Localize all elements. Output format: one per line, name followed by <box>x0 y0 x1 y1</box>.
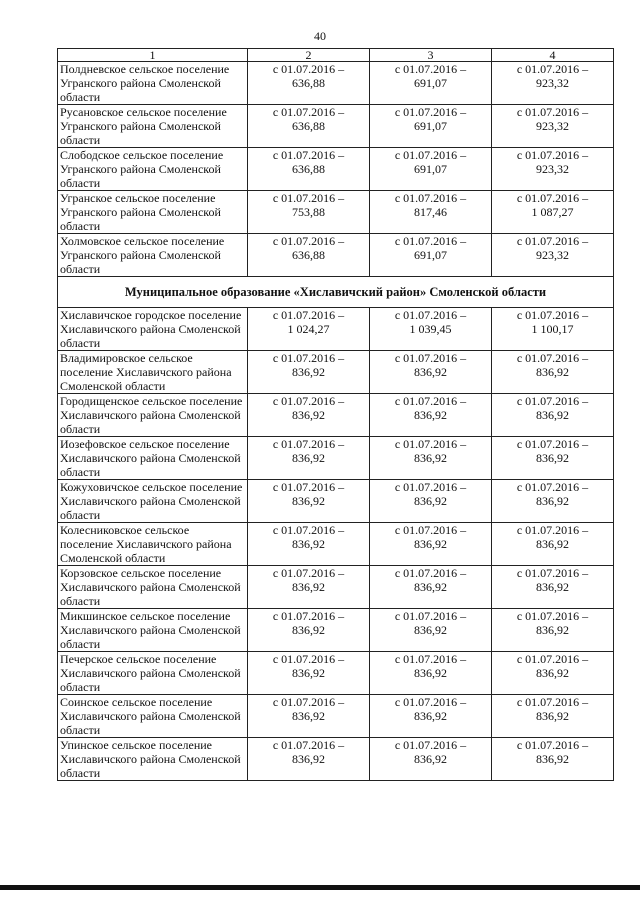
tariff-period: с 01.07.2016 – <box>394 234 467 248</box>
tariff-period: с 01.07.2016 – <box>394 695 467 709</box>
settlement-name: Владимировское сельское поселение Хиславичского района Смоленской области <box>58 351 248 394</box>
table-row <box>58 234 614 277</box>
tariff-amount: 836,92 <box>292 623 325 637</box>
tariff-period: с 01.07.2016 – <box>272 566 345 580</box>
tariff-amount: 836,92 <box>414 451 447 465</box>
tariff-amount: 836,92 <box>292 451 325 465</box>
tariff-amount: 817,46 <box>414 205 447 219</box>
tariff-cell-col3 <box>370 62 492 105</box>
settlement-name: Городищенское сельское поселение Хиславичского района Смоленской области <box>58 394 248 437</box>
tariff-period: с 01.07.2016 – <box>272 394 345 408</box>
tariff-period: с 01.07.2016 – <box>272 62 345 76</box>
tariff-period: с 01.07.2016 – <box>394 609 467 623</box>
tariff-amount: 836,92 <box>536 666 569 680</box>
tariff-cell-col2 <box>248 437 370 480</box>
settlement-name: Соинское сельское поселение Хиславичского района Смоленской области <box>58 695 248 738</box>
tariff-period: с 01.07.2016 – <box>516 351 589 365</box>
tariff-amount: 836,92 <box>414 623 447 637</box>
tariff-cell-col3 <box>370 394 492 437</box>
tariff-cell-col4 <box>492 62 614 105</box>
tariff-amount: 923,32 <box>536 119 569 133</box>
tariff-cell-col2 <box>248 609 370 652</box>
tariff-cell-col2 <box>248 652 370 695</box>
tariff-period: с 01.07.2016 – <box>272 308 345 322</box>
tariff-amount: 836,92 <box>536 365 569 379</box>
tariff-period: с 01.07.2016 – <box>272 351 345 365</box>
tariff-cell-col3 <box>370 609 492 652</box>
tariff-cell-col4 <box>492 351 614 394</box>
tariff-period: с 01.07.2016 – <box>516 480 589 494</box>
tariff-period: с 01.07.2016 – <box>272 148 345 162</box>
tariff-amount: 636,88 <box>292 76 325 90</box>
tariff-period: с 01.07.2016 – <box>516 652 589 666</box>
table-row <box>58 62 614 105</box>
tariff-cell-col4 <box>492 234 614 277</box>
tariff-amount: 836,92 <box>292 365 325 379</box>
table-row <box>58 105 614 148</box>
tariff-period: с 01.07.2016 – <box>516 609 589 623</box>
settlement-name: Холмовское сельское поселение Угранского района Смоленской области <box>58 234 248 277</box>
tariff-amount: 691,07 <box>414 119 447 133</box>
tariff-cell-col2 <box>248 480 370 523</box>
tariff-cell-col4 <box>492 394 614 437</box>
tariff-period: с 01.07.2016 – <box>272 652 345 666</box>
tariff-period: с 01.07.2016 – <box>516 105 589 119</box>
section-heading: Муниципальное образование «Хиславичский район» Смоленской области <box>58 277 614 308</box>
settlement-name: Корзовское сельское поселение Хиславичского района Смоленской области <box>58 566 248 609</box>
tariff-cell-col4 <box>492 738 614 781</box>
table-row <box>58 695 614 738</box>
tariff-period: с 01.07.2016 – <box>516 695 589 709</box>
tariff-amount: 1 100,17 <box>531 322 574 336</box>
table-header-row <box>58 49 614 62</box>
tariff-cell-col3 <box>370 105 492 148</box>
tariff-period: с 01.07.2016 – <box>516 191 589 205</box>
settlement-name: Упинское сельское поселение Хиславичского района Смоленской области <box>58 738 248 781</box>
tariff-period: с 01.07.2016 – <box>394 566 467 580</box>
tariff-cell-col4 <box>492 191 614 234</box>
tariff-period: с 01.07.2016 – <box>272 523 345 537</box>
settlement-name: Колесниковское сельское поселение Хиславичского района Смоленской области <box>58 523 248 566</box>
tariff-cell-col3 <box>370 234 492 277</box>
tariff-period: с 01.07.2016 – <box>394 105 467 119</box>
bottom-rule <box>0 885 640 890</box>
tariff-period: с 01.07.2016 – <box>394 148 467 162</box>
table-row <box>58 652 614 695</box>
tariff-amount: 836,92 <box>292 408 325 422</box>
tariff-amount: 836,92 <box>536 494 569 508</box>
table-row <box>58 566 614 609</box>
settlement-name: Угранское сельское поселение Угранского района Смоленской области <box>58 191 248 234</box>
tariff-amount: 836,92 <box>292 494 325 508</box>
table-row <box>58 480 614 523</box>
tariff-amount: 836,92 <box>536 537 569 551</box>
tariff-amount: 1 024,27 <box>287 322 330 336</box>
tariff-period: с 01.07.2016 – <box>516 148 589 162</box>
settlement-name: Хиславичское городское поселение Хиславичского района Смоленской области <box>58 308 248 351</box>
tariff-period: с 01.07.2016 – <box>516 738 589 752</box>
tariff-amount: 836,92 <box>536 752 569 766</box>
tariff-amount: 923,32 <box>536 162 569 176</box>
tariff-period: с 01.07.2016 – <box>516 394 589 408</box>
tariff-period: с 01.07.2016 – <box>272 437 345 451</box>
tariff-period: с 01.07.2016 – <box>516 437 589 451</box>
column-number-2: 2 <box>248 49 370 62</box>
settlement-name: Печерское сельское поселение Хиславичского района Смоленской области <box>58 652 248 695</box>
tariff-cell-col3 <box>370 148 492 191</box>
settlement-name: Кожуховичское сельское поселение Хиславичского района Смоленской области <box>58 480 248 523</box>
tariff-amount: 836,92 <box>414 709 447 723</box>
tariff-amount: 836,92 <box>536 408 569 422</box>
tariff-period: с 01.07.2016 – <box>394 738 467 752</box>
tariff-cell-col3 <box>370 695 492 738</box>
table-row <box>58 609 614 652</box>
tariff-amount: 836,92 <box>536 623 569 637</box>
settlement-name: Иозефовское сельское поселение Хиславичского района Смоленской области <box>58 437 248 480</box>
tariff-cell-col2 <box>248 523 370 566</box>
tariff-cell-col3 <box>370 652 492 695</box>
tariff-period: с 01.07.2016 – <box>272 191 345 205</box>
tariff-amount: 636,88 <box>292 162 325 176</box>
tariff-cell-col4 <box>492 695 614 738</box>
tariff-amount: 836,92 <box>292 666 325 680</box>
tariff-cell-col4 <box>492 652 614 695</box>
tariff-amount: 836,92 <box>292 580 325 594</box>
tariff-cell-col2 <box>248 351 370 394</box>
column-number-4: 4 <box>492 49 614 62</box>
column-number-1: 1 <box>58 49 248 62</box>
table-row <box>58 308 614 351</box>
tariff-cell-col2 <box>248 695 370 738</box>
tariff-period: с 01.07.2016 – <box>272 738 345 752</box>
tariff-cell-col3 <box>370 351 492 394</box>
tariff-amount: 836,92 <box>414 752 447 766</box>
table-row <box>58 738 614 781</box>
tariff-period: с 01.07.2016 – <box>394 437 467 451</box>
table-row <box>58 523 614 566</box>
tariff-amount: 836,92 <box>536 451 569 465</box>
tariff-amount: 836,92 <box>414 408 447 422</box>
tariff-amount: 923,32 <box>536 248 569 262</box>
tariff-cell-col2 <box>248 566 370 609</box>
settlement-name: Микшинское сельское поселение Хиславичского района Смоленской области <box>58 609 248 652</box>
tariff-amount: 836,92 <box>292 752 325 766</box>
tariff-amount: 1 039,45 <box>409 322 452 336</box>
tariff-period: с 01.07.2016 – <box>272 609 345 623</box>
tariff-amount: 836,92 <box>414 537 447 551</box>
tariff-period: с 01.07.2016 – <box>516 62 589 76</box>
tariff-period: с 01.07.2016 – <box>394 62 467 76</box>
tariff-cell-col4 <box>492 308 614 351</box>
tariff-cell-col4 <box>492 609 614 652</box>
tariff-cell-col3 <box>370 437 492 480</box>
section-heading-row <box>58 277 614 308</box>
tariff-amount: 923,32 <box>536 76 569 90</box>
table-row <box>58 437 614 480</box>
tariff-amount: 836,92 <box>536 709 569 723</box>
tariff-period: с 01.07.2016 – <box>516 523 589 537</box>
tariff-cell-col2 <box>248 105 370 148</box>
tariff-cell-col2 <box>248 394 370 437</box>
tariff-period: с 01.07.2016 – <box>272 695 345 709</box>
table-row <box>58 148 614 191</box>
tariff-period: с 01.07.2016 – <box>394 351 467 365</box>
tariff-cell-col3 <box>370 480 492 523</box>
tariff-period: с 01.07.2016 – <box>394 523 467 537</box>
tariff-amount: 1 087,27 <box>531 205 574 219</box>
tariff-cell-col4 <box>492 523 614 566</box>
tariff-period: с 01.07.2016 – <box>516 308 589 322</box>
tariff-period: с 01.07.2016 – <box>516 566 589 580</box>
settlement-name: Слободское сельское поселение Угранского района Смоленской области <box>58 148 248 191</box>
tariff-cell-col4 <box>492 437 614 480</box>
tariff-amount: 753,88 <box>292 205 325 219</box>
tariff-cell-col3 <box>370 191 492 234</box>
table-row <box>58 351 614 394</box>
tariff-cell-col2 <box>248 191 370 234</box>
settlement-name: Полдневское сельское поселение Угранского района Смоленской области <box>58 62 248 105</box>
tariff-cell-col4 <box>492 148 614 191</box>
tariff-cell-col3 <box>370 523 492 566</box>
tariff-cell-col2 <box>248 308 370 351</box>
tariff-amount: 836,92 <box>292 709 325 723</box>
column-number-3: 3 <box>370 49 492 62</box>
tariff-table <box>57 48 614 781</box>
tariff-period: с 01.07.2016 – <box>394 308 467 322</box>
tariff-cell-col4 <box>492 480 614 523</box>
tariff-amount: 836,92 <box>414 494 447 508</box>
tariff-amount: 836,92 <box>414 666 447 680</box>
tariff-amount: 691,07 <box>414 76 447 90</box>
tariff-cell-col2 <box>248 62 370 105</box>
tariff-period: с 01.07.2016 – <box>394 394 467 408</box>
tariff-period: с 01.07.2016 – <box>394 480 467 494</box>
tariff-cell-col3 <box>370 308 492 351</box>
tariff-cell-col3 <box>370 738 492 781</box>
tariff-cell-col4 <box>492 566 614 609</box>
table-row <box>58 394 614 437</box>
tariff-period: с 01.07.2016 – <box>516 234 589 248</box>
tariff-cell-col2 <box>248 148 370 191</box>
tariff-amount: 691,07 <box>414 248 447 262</box>
tariff-amount: 836,92 <box>414 580 447 594</box>
tariff-amount: 836,92 <box>414 365 447 379</box>
tariff-period: с 01.07.2016 – <box>272 105 345 119</box>
tariff-cell-col2 <box>248 234 370 277</box>
tariff-period: с 01.07.2016 – <box>394 652 467 666</box>
tariff-cell-col2 <box>248 738 370 781</box>
tariff-amount: 691,07 <box>414 162 447 176</box>
tariff-amount: 636,88 <box>292 119 325 133</box>
table-row <box>58 191 614 234</box>
tariff-table-body <box>58 49 614 781</box>
tariff-amount: 836,92 <box>536 580 569 594</box>
tariff-period: с 01.07.2016 – <box>272 234 345 248</box>
tariff-period: с 01.07.2016 – <box>394 191 467 205</box>
tariff-cell-col3 <box>370 566 492 609</box>
settlement-name: Русановское сельское поселение Угранского района Смоленской области <box>58 105 248 148</box>
tariff-amount: 836,92 <box>292 537 325 551</box>
tariff-cell-col4 <box>492 105 614 148</box>
tariff-amount: 636,88 <box>292 248 325 262</box>
page-number: 40 <box>314 29 326 43</box>
tariff-period: с 01.07.2016 – <box>272 480 345 494</box>
